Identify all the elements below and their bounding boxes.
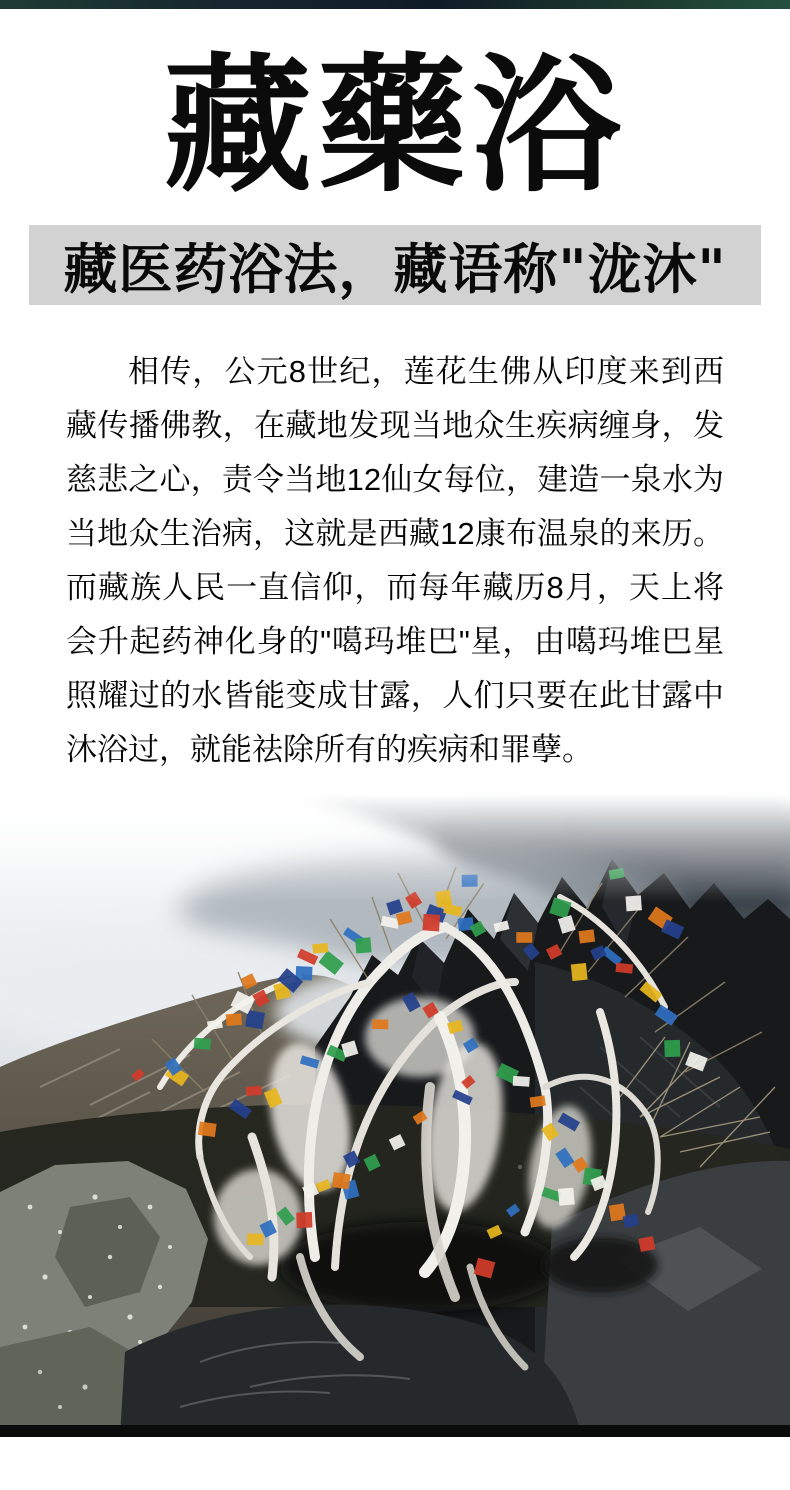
article-paragraph: 相传，公元8世纪，莲花生佛从印度来到西藏传播佛教，在藏地发现当地众生疾病缠身，发慈悲之心，责令当地12仙女每位，建造一泉水为当地众生治病，这就是西藏12康布温泉的来历。而藏族人民一直信仰，而每年藏历8月，天上将会升起药神化身的"噶玛堆巴"星，由噶玛堆巴星照耀过的水皆能变成甘露，人们只要在此甘露中沐浴过，就能祛除所有的疾病和罪孽。 xyxy=(66,354,724,767)
page-title: 藏藥浴 xyxy=(164,38,626,212)
prayer-flags-photo xyxy=(0,787,790,1437)
subtitle-text: 藏医药浴法，藏语称"泷沐" xyxy=(63,237,727,301)
subtitle-banner xyxy=(29,225,761,305)
prayer-flags-photo-art xyxy=(0,787,790,1437)
top-divider-strip xyxy=(0,0,790,9)
